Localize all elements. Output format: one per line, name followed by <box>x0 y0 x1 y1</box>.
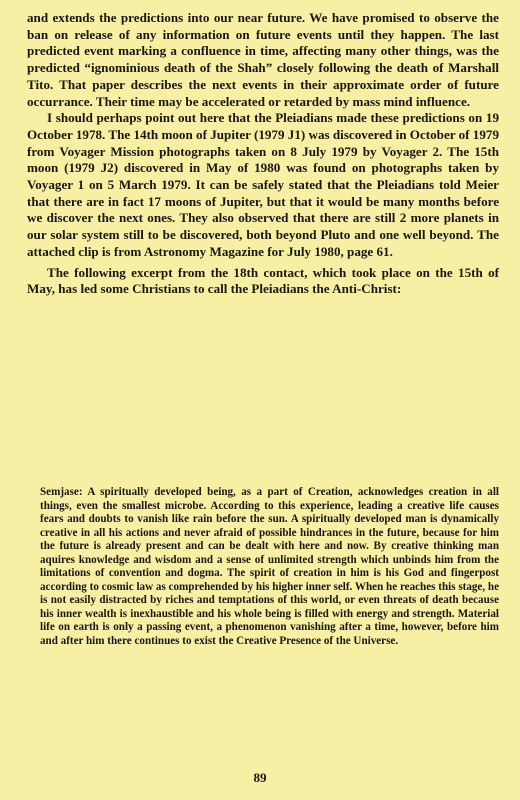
semjase-quote: Semjase: A spiritually developed being, as a part of Creation, acknowledges creation in all things, even the smallest microbe. According to this experience, leading a creative life causes fears and doubts to vanish like rain before the sun. A spiritually developed man is dynamically creative in all his actions and never afraid of possible hindrances in the future, because for him the future is already present and can be dealt with here and now. By creative thinking man aquires knowledge and wisdom and a sense of unlimited strength which unbinds him from the limitations of convention and dogma. The spirit of creation in him is his God and fingerpost according to cosmic law as comprehended by his higher inner self. When he reaches this stage, he is not easily distracted by riches and temptations of this world, or even threats of death because his inner wealth is inexhaustible and his whole being is filled with energy and strength. Material life on earth is only a passing event, a phenomenon vanishing after a time, however, before him and after him there continues to exist the Creative Presence of the Universe. <box>40 486 499 648</box>
paragraph-pleiadian-predictions: I should perhaps point out here that the Pleiadians made these predictions on 19 October 1978. The 14th moon of Jupiter (1979 J1) was discovered in October of 1979 from Voyager Mission photographs taken on 8 July 1979 by Voyager 2. The 15th moon (1979 J2) discovered in May of 1980 was found on photographs taken by Voyager 1 on 5 March 1979. It can be safely stated that the Pleiadians told Meier that there are in fact 17 moons of Jupiter, but that it would be many months before we discover the next ones. They also observed that there are still 2 more planets in our solar system still to be discovered, both beyond Pluto and one well beyond. The attached clip is from Astronomy Magazine for July 1980, page 61. <box>27 110 499 259</box>
body-text <box>27 10 499 298</box>
page-number: 89 <box>253 770 267 785</box>
paragraph-continuation: and extends the predictions into our near future. We have promised to observe the ban on release of any information on future events until they happen. The last predicted event marking a confluence in time, affecting many other things, was the predicted “ignominious death of the Shah” closely following the death of Marshall Tito. That paper describes the next events in their approximate order of future occurrance. Their time may be accelerated or retarded by mass mind influence. <box>27 10 499 109</box>
paragraph-excerpt-intro: The following excerpt from the 18th contact, which took place on the 15th of May, has led some Christians to call the Pleiadians the Anti-Christ: <box>27 264 499 297</box>
